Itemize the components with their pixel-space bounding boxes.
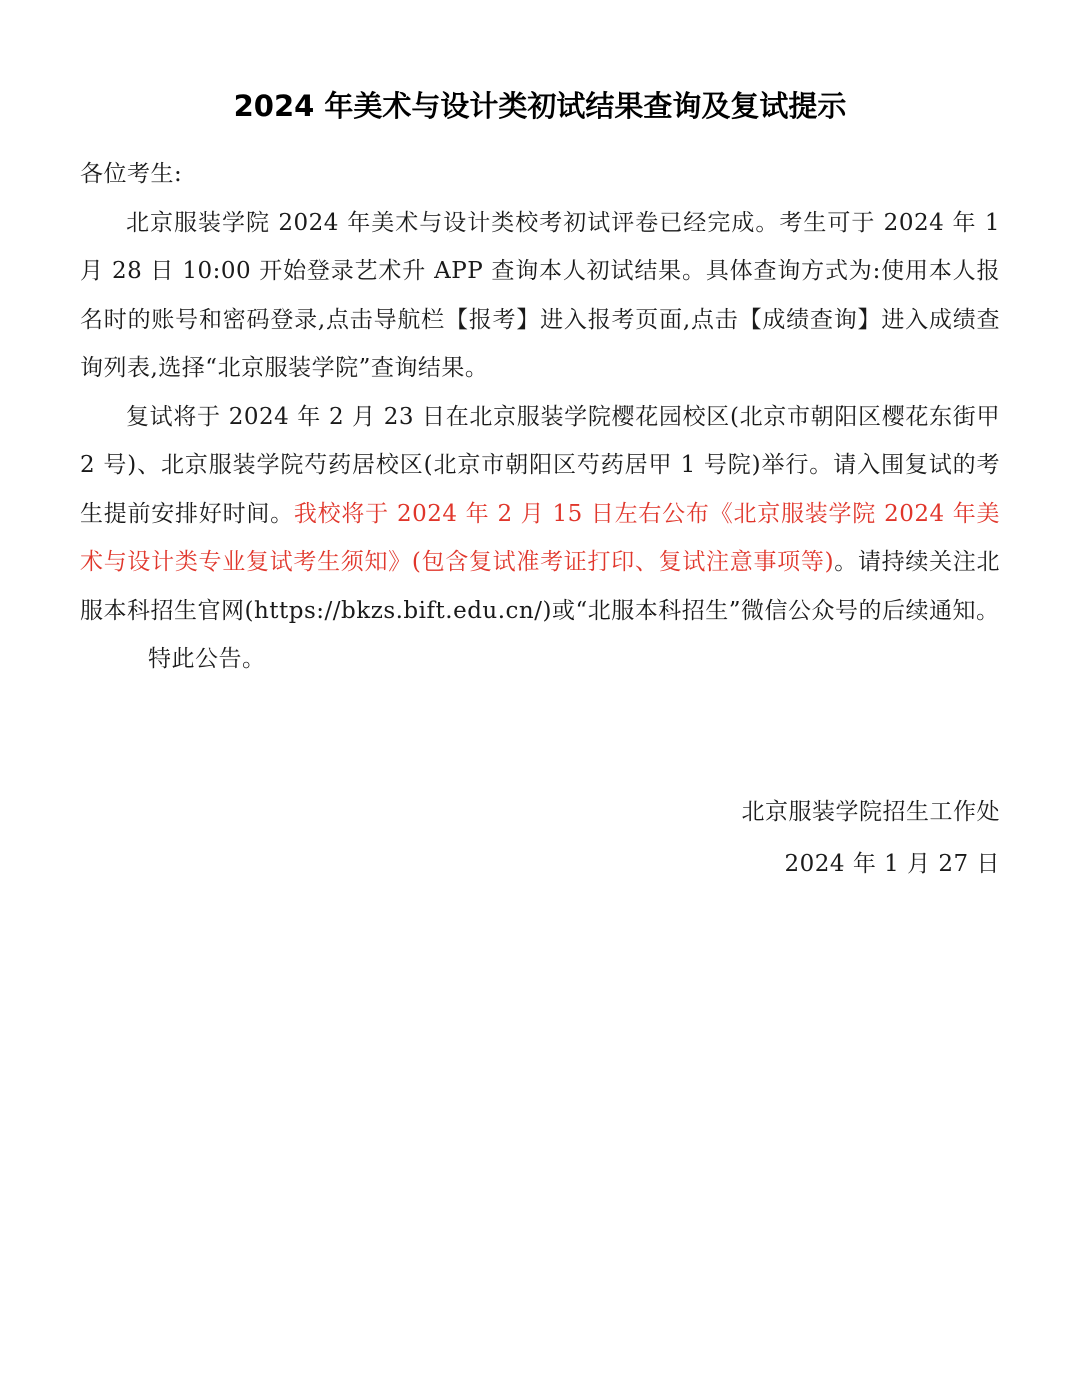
document-title: 2024 年美术与设计类初试结果查询及复试提示 bbox=[233, 89, 847, 123]
signature-block bbox=[742, 786, 1001, 890]
retest-schedule-text: 复试将于 2024 年 2 月 23 日在北京服装学院樱花园校区(北京市朝阳区樱花东街甲 2 号)、北京服装学院芍药居校区(北京市朝阳区芍药居甲 1 号院)举行。请入围复试的考生提前安排好时间。 bbox=[80, 403, 1000, 527]
signature-date: 2024 年 1 月 27 日 bbox=[784, 851, 1000, 877]
signature-organization: 北京服装学院招生工作处 bbox=[741, 799, 1000, 825]
paragraph-retest-info bbox=[80, 393, 1000, 636]
highlighted-notice-text: 我校将于 2024 年 2 月 15 日左右公布《北京服装学院 2024 年美术与设计类专业复试考生须知》(包含复试准考证打印、复试注意事项等) bbox=[80, 500, 1000, 575]
closing-remark: 特此公告。 bbox=[148, 646, 266, 672]
document-body bbox=[80, 150, 1000, 684]
salutation: 各位考生: bbox=[80, 161, 183, 187]
paragraph-query-instructions: 北京服装学院 2024 年美术与设计类校考初试评卷已经完成。考生可于 2024 年 1 月 28 日 10:00 开始登录艺术升 APP 查询本人初试结果。具体查询方式为:使用本人报名时的账号和密码登录,点击导航栏【报考】进入报考页面,点击【成绩查询】进入成绩查询列表,选择“北京服装学院”查询结果。 bbox=[80, 209, 1000, 381]
follow-notice-text: 。请持续关注北服本科招生官网(https://bkzs.bift.edu.cn/)或“北服本科招生”微信公众号的后续通知。 bbox=[80, 549, 1001, 624]
